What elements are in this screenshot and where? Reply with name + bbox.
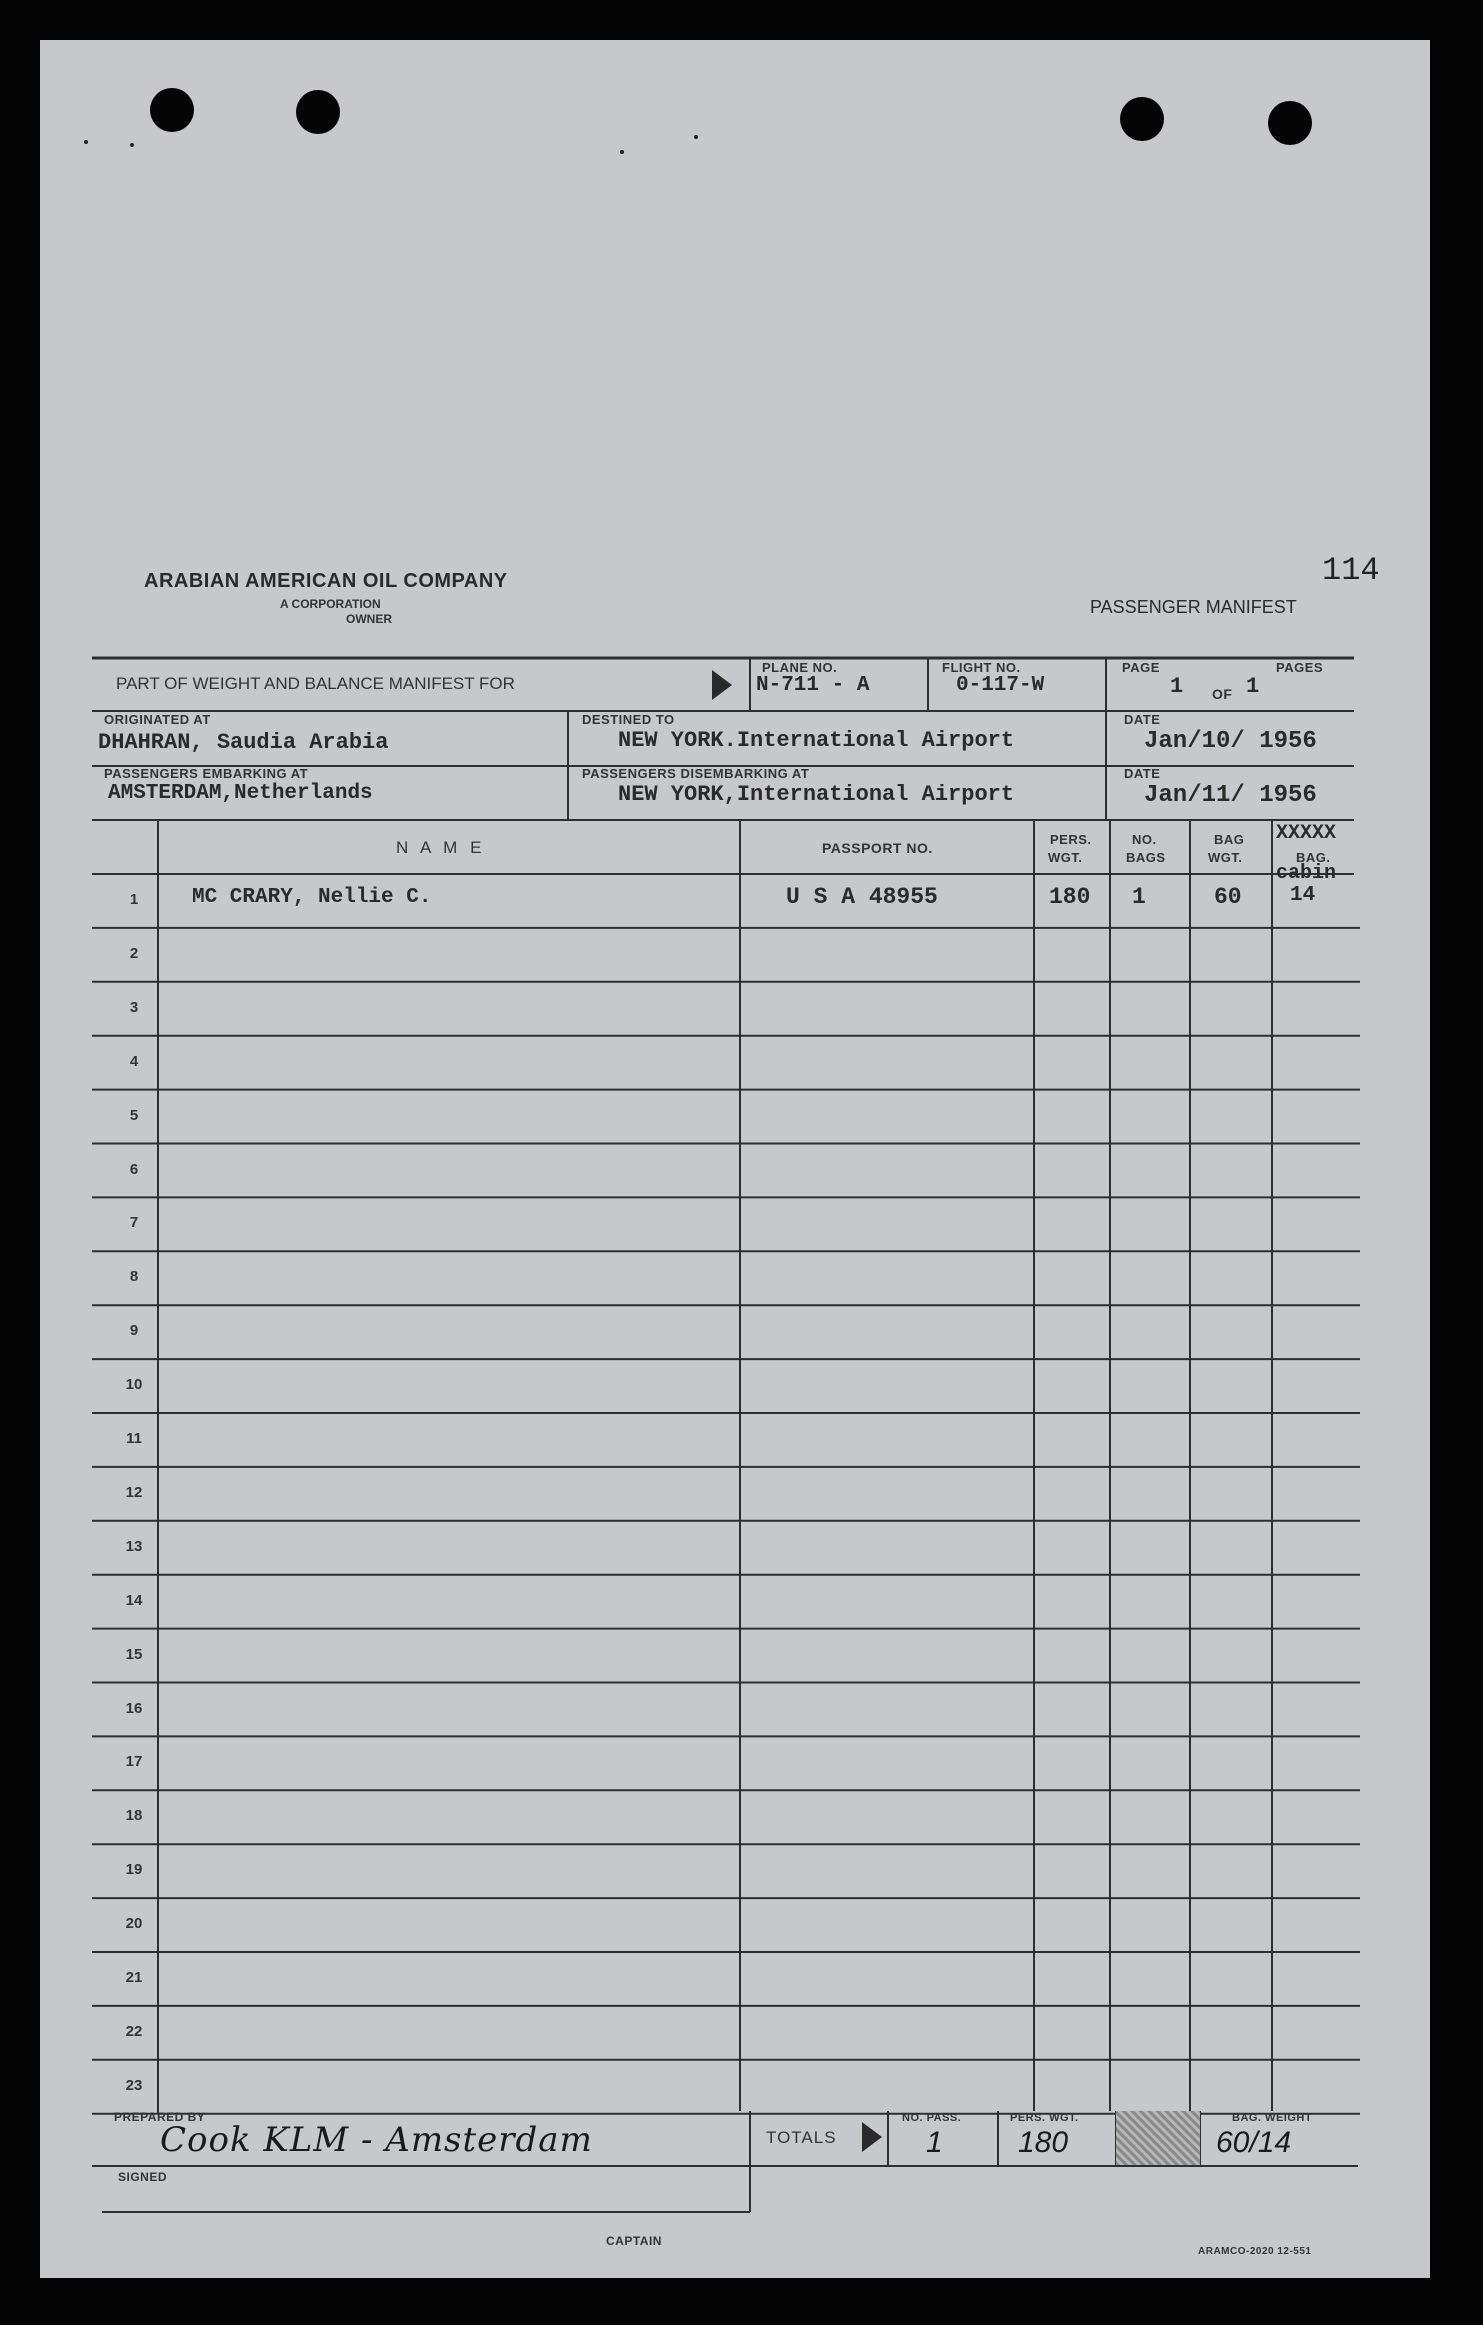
- row-number: 4: [129, 1052, 139, 1070]
- destined-value: NEW YORK.International Airport: [618, 728, 1015, 753]
- plane-no-value: N-711 - A: [756, 674, 870, 697]
- col-passport-header: PASSPORT NO.: [822, 840, 933, 856]
- company-name: ARABIAN AMERICAN OIL COMPANY: [144, 570, 508, 592]
- no-bags: 1: [1132, 884, 1146, 910]
- col-cabin-header-2: BAG.: [1296, 850, 1331, 865]
- col-bagwgt-header-2: WGT.: [1208, 850, 1243, 865]
- plane-no-label: PLANE NO.: [762, 660, 838, 675]
- date1-label: DATE: [1124, 712, 1161, 727]
- cabin-bag: 14: [1290, 884, 1316, 907]
- row-number: 3: [129, 998, 139, 1016]
- manifest-grid: [40, 40, 1430, 2278]
- manifest-paper: [40, 40, 1430, 2278]
- row-number: 14: [125, 1591, 143, 1609]
- bag-weight: 60: [1214, 884, 1242, 910]
- col-pers-header-1: PERS.: [1050, 832, 1092, 847]
- shaded-totals-cell: [1116, 2111, 1200, 2165]
- col-pers-header-2: WGT.: [1048, 850, 1083, 865]
- originated-label: ORIGINATED AT: [104, 712, 211, 727]
- row-number: 5: [129, 1106, 139, 1124]
- pers-weight: 180: [1049, 884, 1091, 910]
- pers-wgt-label: PERS. WGT.: [1010, 2112, 1079, 2124]
- disembarking-value: NEW YORK,International Airport: [618, 782, 1015, 807]
- no-pass-label: NO. PASS.: [902, 2112, 962, 2124]
- company-line2: A CORPORATION: [280, 597, 381, 611]
- row-number: 7: [129, 1214, 139, 1232]
- row-number: 22: [125, 2022, 143, 2040]
- row-number: 6: [129, 1160, 139, 1178]
- row-number: 20: [125, 1915, 143, 1933]
- passenger-name: MC CRARY, Nellie C.: [192, 886, 432, 909]
- captain-label: CAPTAIN: [606, 2234, 662, 2248]
- bag-weight-label: BAG. WEIGHT: [1232, 2112, 1313, 2124]
- row-number: 1: [129, 891, 139, 908]
- row-number: 12: [125, 1483, 143, 1501]
- prepared-by-label: PREPARED BY: [114, 2110, 206, 2124]
- row-number: 8: [129, 1268, 139, 1286]
- page-number: 114: [1322, 552, 1380, 589]
- col-bags-header-1: NO.: [1132, 832, 1157, 847]
- row-number: 23: [125, 2076, 143, 2094]
- row-number: 13: [125, 1537, 143, 1555]
- totals-label: TOTALS: [766, 2128, 837, 2147]
- row-number: 11: [126, 1430, 142, 1447]
- row-number: 17: [125, 1753, 143, 1771]
- embarking-label: PASSENGERS EMBARKING AT: [104, 766, 309, 781]
- col-bags-header-2: BAGS: [1126, 850, 1166, 865]
- flight-no-value: 0-117-W: [956, 674, 1045, 697]
- arrow-icon: [710, 668, 734, 702]
- row-number: 15: [125, 1645, 143, 1663]
- col-bagwgt-header-1: BAG: [1214, 832, 1245, 847]
- date2-value: Jan/11/ 1956: [1144, 782, 1317, 809]
- flight-no-label: FLIGHT NO.: [942, 660, 1021, 675]
- prepared-by-signature: Cook KLM - Amsterdam: [160, 2120, 593, 2160]
- no-pass-value: 1: [926, 2126, 943, 2159]
- pages-value: 1: [1246, 674, 1260, 699]
- disembarking-label: PASSENGERS DISEMBARKING AT: [582, 766, 810, 781]
- row-number: 2: [129, 944, 139, 962]
- manifest-for-label: PART OF WEIGHT AND BALANCE MANIFEST FOR: [116, 674, 515, 693]
- pages-label: PAGES: [1276, 660, 1324, 675]
- form-code: ARAMCO-2020 12-551: [1198, 2246, 1312, 2257]
- page-of-label: OF: [1212, 686, 1233, 702]
- row-number: 9: [129, 1322, 139, 1340]
- date1-value: Jan/10/ 1956: [1144, 728, 1317, 755]
- row-number: 18: [125, 1807, 143, 1825]
- page-value: 1: [1170, 674, 1184, 699]
- col-name-header: N A M E: [396, 838, 486, 857]
- embarking-value: AMSTERDAM,Netherlands: [108, 782, 373, 805]
- row-number: 21: [125, 1969, 143, 1986]
- date2-label: DATE: [1124, 766, 1161, 781]
- destined-label: DESTINED TO: [582, 712, 675, 727]
- pers-wgt-value: 180: [1018, 2126, 1069, 2159]
- page-label: PAGE: [1122, 660, 1160, 675]
- row-number: 16: [125, 1699, 143, 1717]
- col-cabin-header-1: XXXXX: [1276, 822, 1337, 845]
- col-cabin-header-3: cabin: [1276, 862, 1337, 885]
- arrow-icon: [860, 2120, 884, 2154]
- row-number: 10: [125, 1376, 143, 1394]
- originated-value: DHAHRAN, Saudia Arabia: [98, 730, 389, 755]
- company-line3: OWNER: [346, 612, 392, 626]
- signed-label: SIGNED: [118, 2170, 168, 2184]
- passport-number: U S A 48955: [786, 884, 938, 910]
- form-title: PASSENGER MANIFEST: [1090, 597, 1297, 617]
- bag-weight-value: 60/14: [1216, 2126, 1292, 2159]
- row-number: 19: [125, 1861, 143, 1879]
